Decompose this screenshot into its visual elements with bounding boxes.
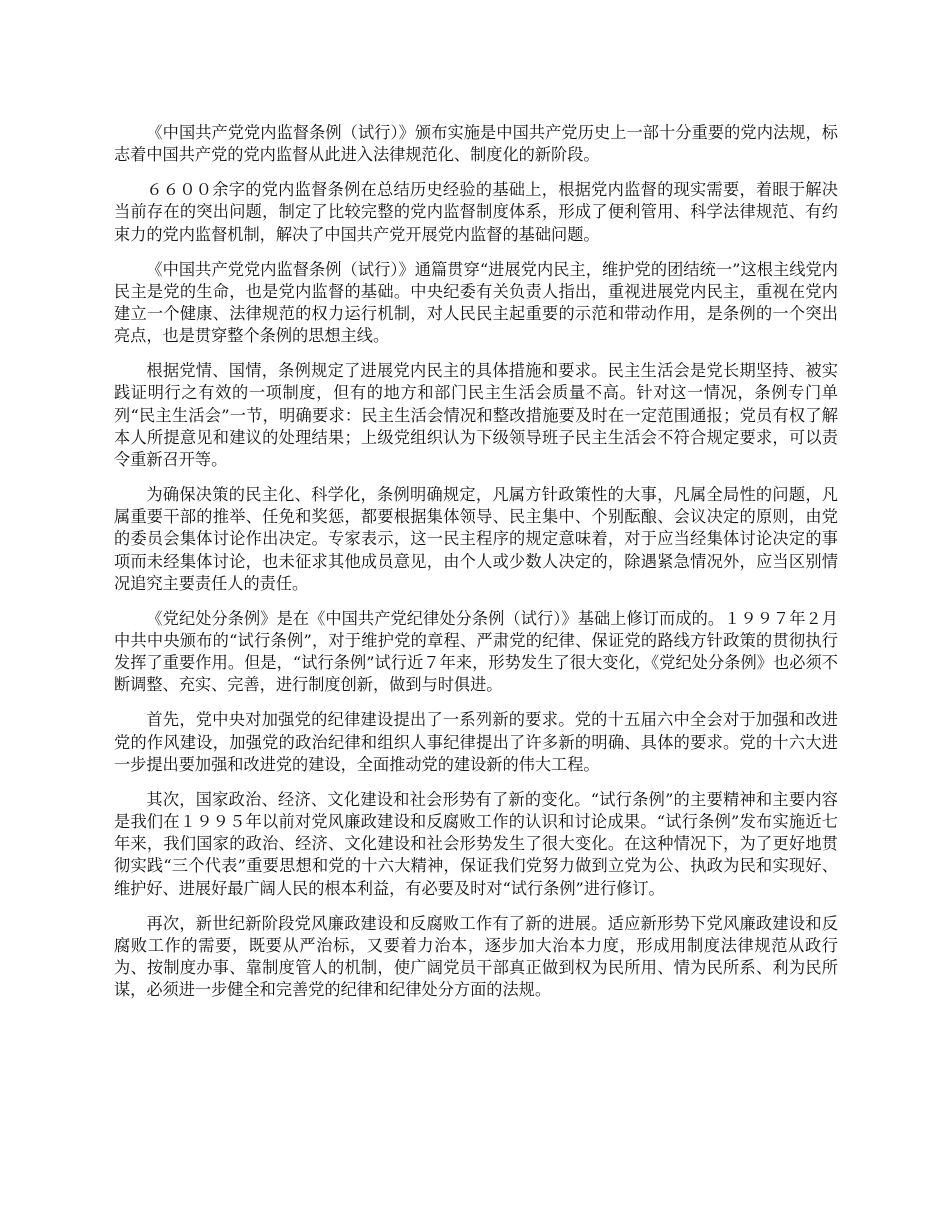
document-body bbox=[114, 122, 838, 1014]
paragraph-8: 其次，国家政治、经济、文化建设和社会形势有了新的变化。“试行条例”的主要精神和主要内容是我们在１９９５年以前对党风廉政建设和反腐败工作的认识和讨论成果。“试行条例”发布实施近七年来，我们国家的政治、经济、文化建设和社会形势发生了很大变化。在这种情况下，为了更好地贯彻实践“三个代表”重要思想和党的十六大精神，保证我们党努力做到立党为公、执政为民和实现好、维护好、进展好最广阔人民的根本利益，有必要及时对“试行条例”进行修订。 bbox=[114, 789, 838, 898]
paragraph-2: ６６００余字的党内监督条例在总结历史经验的基础上，根据党内监督的现实需要，着眼于解决当前存在的突出问题，制定了比较完整的党内监督制度体系，形成了便利管用、科学法律规范、有约束力的党内监督机制，解决了中国共产党开展党内监督的基础问题。 bbox=[114, 180, 838, 244]
paragraph-4: 根据党情、国情，条例规定了进展党内民主的具体措施和要求。民主生活会是党长期坚持、被实践证明行之有效的一项制度，但有的地方和部门民主生活会质量不高。针对这一情况，条例专门单列“民主生活会”一节，明确要求：民主生活会情况和整改措施要及时在一定范围通报；党员有权了解本人所提意见和建议的处理结果；上级党组织认为下级领导班子民主生活会不符合规定要求，可以责令重新召开等。 bbox=[114, 361, 838, 470]
paragraph-7: 首先，党中央对加强党的纪律建设提出了一系列新的要求。党的十五届六中全会对于加强和改进党的作风建设，加强党的政治纪律和组织人事纪律提出了许多新的明确、具体的要求。党的十六大进一步提出要加强和改进党的建设，全面推动党的建设新的伟大工程。 bbox=[114, 710, 838, 774]
paragraph-3: 《中国共产党党内监督条例（试行）》通篇贯穿“进展党内民主，维护党的团结统一”这根主线党内民主是党的生命，也是党内监督的基础。中央纪委有关负责人指出，重视进展党内民主，重视在党内建立一个健康、法律规范的权力运行机制，对人民民主起重要的示范和带动作用，是条例的一个突出亮点，也是贯穿整个条例的思想主线。 bbox=[114, 259, 838, 346]
paragraph-9: 再次，新世纪新阶段党风廉政建设和反腐败工作有了新的进展。适应新形势下党风廉政建设和反腐败工作的需要，既要从严治标，又要着力治本，逐步加大治本力度，形成用制度法律规范从政行为、按制度办事、靠制度管人的机制，使广阔党员干部真正做到权为民所用、情为民所系、利为民所谋，必须进一步健全和完善党的纪律和纪律处分方面的法规。 bbox=[114, 913, 838, 1000]
paragraph-1: 《中国共产党党内监督条例（试行）》颁布实施是中国共产党历史上一部十分重要的党内法规，标志着中国共产党的党内监督从此进入法律规范化、制度化的新阶段。 bbox=[114, 123, 838, 165]
paragraph-5: 为确保决策的民主化、科学化，条例明确规定，凡属方针政策性的大事，凡属全局性的问题，凡属重要干部的推举、任免和奖惩，都要根据集体领导、民主集中、个别酝酿、会议决定的原则，由党的委员会集体讨论作出决定。专家表示，这一民主程序的规定意味着，对于应当经集体讨论决定的事项而未经集体讨论，也未征求其他成员意见，由个人或少数人决定的，除遇紧急情况外，应当区别情况追究主要责任人的责任。 bbox=[114, 485, 838, 593]
paragraph-6: 《党纪处分条例》是在《中国共产党纪律处分条例（试行）》基础上修订而成的。１９９７年２月中共中央颁布的“试行条例”，对于维护党的章程、严肃党的纪律、保证党的路线方针政策的贯彻执行发挥了重要作用。但是，“试行条例”试行近７年来，形势发生了很大变化，《党纪处分条例》也必须不断调整、充实、完善，进行制度创新，做到与时俱进。 bbox=[114, 608, 838, 695]
